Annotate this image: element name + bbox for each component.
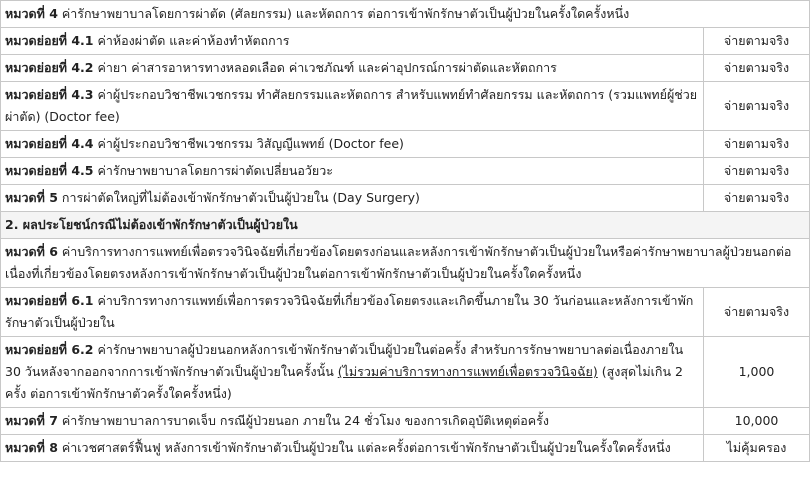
table-row (1, 185, 810, 212)
amount-cell: จ่ายตามจริง (704, 158, 810, 185)
subcategory-label: หมวดย่อยที่ 6.2 (5, 342, 94, 357)
section-row (1, 212, 810, 239)
amount-cell: ไม่คุ้มครอง (704, 435, 810, 462)
table-row (1, 239, 810, 288)
subcategory-label: หมวดย่อยที่ 4.2 (5, 60, 94, 75)
amount-cell: จ่ายตามจริง (704, 55, 810, 82)
table-row (1, 288, 810, 337)
amount-cell: จ่ายตามจริง (704, 185, 810, 212)
amount-cell: จ่ายตามจริง (704, 82, 810, 131)
amount-cell: จ่ายตามจริง (704, 288, 810, 337)
section-heading: 2. ผลประโยชน์กรณีไม่ต้องเข้าพักรักษาตัวเป็นผู้ป่วยใน (1, 212, 810, 239)
subcategory-text: ค่ารักษาพยาบาลผู้ป่วยนอกหลังการเข้าพักรักษาตัวเป็นผู้ป่วยในต่อครั้ง สำหรับการรักษาพยาบาลต่อเนื่องภายใน 30 วันหลังจากออกจากการเข้าพักรักษาตัวเป็นผู้ป่วยในครั้งนั้น (5, 342, 684, 379)
category-label: หมวดที่ 4 (5, 6, 58, 21)
amount-cell: 1,000 (704, 337, 810, 408)
category-text: ค่าเวชศาสตร์ฟื้นฟู หลังการเข้าพักรักษาตัวเป็นผู้ป่วยใน แต่ละครั้งต่อการเข้าพักรักษาตัวเป็นผู้ป่วยในครั้งใดครั้งหนึ่ง (61, 440, 671, 455)
amount-cell: 10,000 (704, 408, 810, 435)
subcategory-text: ค่าผู้ประกอบวิชาชีพเวชกรรม ทำศัลยกรรมและหัตถการ สำหรับแพทย์ทำศัลยกรรม และหัตถการ (รวมแพทย์ผู้ช่วยผ่าตัด) (Doctor fee) (5, 87, 698, 124)
subcategory-text: ค่ารักษาพยาบาลโดยการผ่าตัดเปลี่ยนอวัยวะ (97, 163, 333, 178)
category-label: หมวดที่ 7 (5, 413, 58, 428)
category-label: หมวดที่ 5 (5, 190, 58, 205)
underlined-note: (ไม่รวมค่าบริการทางการแพทย์เพื่อตรวจวินิจฉัย) (337, 364, 598, 379)
amount-cell: จ่ายตามจริง (704, 131, 810, 158)
category-label: หมวดที่ 8 (5, 440, 58, 455)
subcategory-text: ค่าผู้ประกอบวิชาชีพเวชกรรม วิสัญญีแพทย์ (Doctor fee) (97, 136, 404, 151)
table-row (1, 408, 810, 435)
table-row (1, 82, 810, 131)
table-row (1, 1, 810, 28)
category-text: ค่ารักษาพยาบาลการบาดเจ็บ กรณีผู้ป่วยนอก ภายใน 24 ชั่วโมง ของการเกิดอุบัติเหตุต่อครั้ง (61, 413, 549, 428)
table-row (1, 435, 810, 462)
subcategory-text: ค่าห้องผ่าตัด และค่าห้องทำหัตถการ (97, 33, 290, 48)
amount-cell: จ่ายตามจริง (704, 28, 810, 55)
subcategory-label: หมวดย่อยที่ 4.4 (5, 136, 94, 151)
subcategory-label: หมวดย่อยที่ 4.5 (5, 163, 94, 178)
subcategory-label: หมวดย่อยที่ 4.3 (5, 87, 94, 102)
table-row (1, 55, 810, 82)
category-label: หมวดที่ 6 (5, 244, 58, 259)
category-text: ค่าบริการทางการแพทย์เพื่อตรวจวินิจฉัยที่เกี่ยวข้องโดยตรงก่อนและหลังการเข้าพักรักษาตัวเป็นผู้ป่วยในหรือค่ารักษาพยาบาลผู้ป่วยนอกต่อเนื่องที่เกี่ยวข้องโดยตรงหลังการเข้าพักรักษาตัวเป็นผู้ป่วยในต่อการเข้าพักรักษาตัวเป็นผู้ป่วยในครั้งใดครั้งหนึ่ง (5, 244, 792, 281)
table-row (1, 337, 810, 408)
subcategory-label: หมวดย่อยที่ 6.1 (5, 293, 94, 308)
category-text: ค่ารักษาพยาบาลโดยการผ่าตัด (ศัลยกรรม) และหัตถการ ต่อการเข้าพักรักษาตัวเป็นผู้ป่วยในครั้งใดครั้งหนึ่ง (61, 6, 630, 21)
table-row (1, 28, 810, 55)
subcategory-text: ค่ายา ค่าสารอาหารทางหลอดเลือด ค่าเวชภัณฑ์ และค่าอุปกรณ์การผ่าตัดและหัตถการ (97, 60, 557, 75)
category-text: การผ่าตัดใหญ่ที่ไม่ต้องเข้าพักรักษาตัวเป็นผู้ป่วยใน (Day Surgery) (61, 190, 420, 205)
subcategory-text: ค่าบริการทางการแพทย์เพื่อการตรวจวินิจฉัยที่เกี่ยวข้องโดยตรงและเกิดขึ้นภายใน 30 วันก่อนและหลังการเข้าพักรักษาตัวเป็นผู้ป่วยใน (5, 293, 694, 330)
subcategory-label: หมวดย่อยที่ 4.1 (5, 33, 94, 48)
table-row (1, 131, 810, 158)
subcategory-text: (สูงสุดไม่เกิน 2 ครั้ง ต่อการเข้าพักรักษาตัวครั้งใดครั้งหนึ่ง) (5, 364, 683, 401)
table-row (1, 158, 810, 185)
